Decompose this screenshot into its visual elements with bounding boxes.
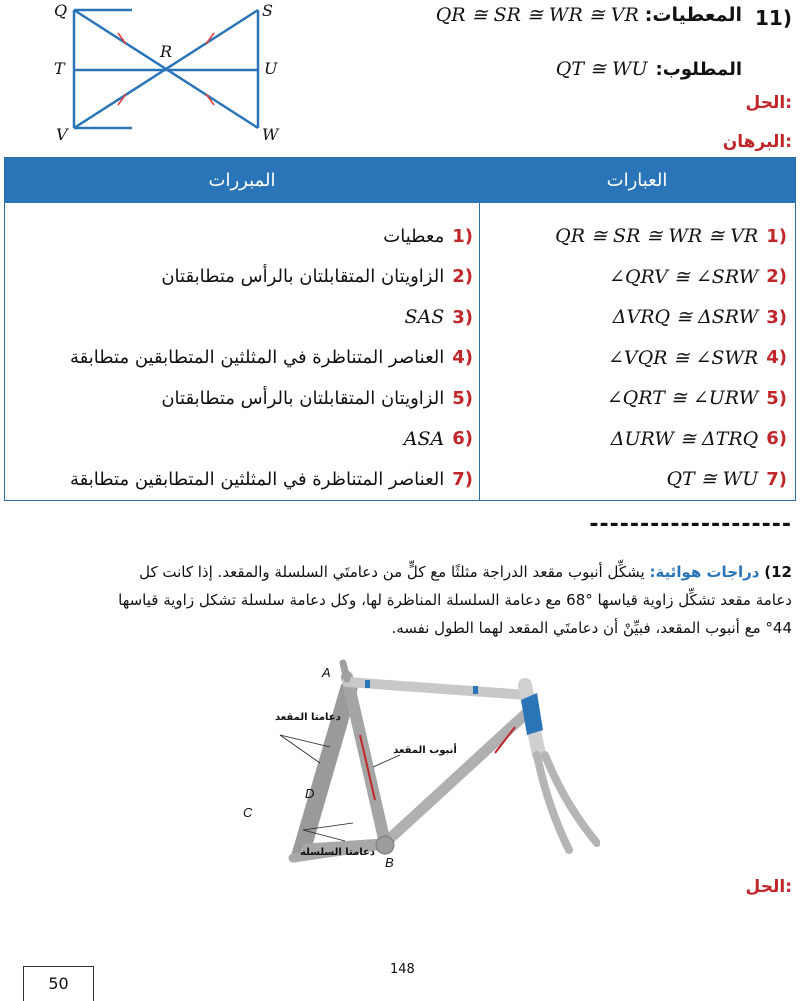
given-row xyxy=(436,4,742,26)
label-S: S xyxy=(262,1,273,20)
frame-label-C: C xyxy=(243,805,253,820)
statement-text: QT ≅ WU xyxy=(666,468,759,491)
page-number: 148 xyxy=(390,962,415,977)
label-V: V xyxy=(56,125,68,144)
reason-number: 2) xyxy=(452,266,473,288)
seat-stays-label: دعامتا المقعد xyxy=(275,712,341,723)
problem-12-line1-text: يشكِّل أنبوب مقعد الدراجة مثلثًا مع كلٍّ من دعامتَي السلسلة والمقعد. إذا كانت كل xyxy=(139,563,645,581)
required-math: QT ≅ WU xyxy=(555,58,648,80)
bowtie-figure xyxy=(40,0,300,150)
frame-label-B: B xyxy=(385,855,394,870)
label-R: R xyxy=(160,42,173,61)
reason-text: معطيات xyxy=(383,225,445,247)
statements-column xyxy=(481,216,787,500)
label-W: W xyxy=(262,125,279,144)
solution-label-11: الحل: xyxy=(745,93,792,113)
statement-row xyxy=(481,216,787,257)
problem-11-number: 11) xyxy=(755,6,792,30)
statement-row xyxy=(481,459,787,500)
statement-text: QR ≅ SR ≅ WR ≅ VR xyxy=(555,225,759,248)
reason-row xyxy=(5,378,473,419)
statement-text: ΔURW ≅ ΔTRQ xyxy=(610,427,759,450)
reason-text: العناصر المتناظرة في المثلثين المتطابقين متطابقة xyxy=(70,347,445,369)
statement-row xyxy=(481,378,787,419)
seat-tube-label: أنبوب المقعد xyxy=(393,745,457,756)
proof-label: البرهان: xyxy=(722,132,792,152)
statement-row xyxy=(481,257,787,298)
proof-table xyxy=(4,157,796,501)
statement-number: 5) xyxy=(766,387,787,409)
reason-text: الزاويتان المتقابلتان بالرأس متطابقتان xyxy=(161,266,445,288)
reason-number: 6) xyxy=(452,428,473,450)
label-U: U xyxy=(264,59,278,78)
required-row xyxy=(556,58,742,80)
reason-text: ASA xyxy=(403,427,445,450)
reason-number: 4) xyxy=(452,347,473,369)
problem-12-topic: دراجات هوائية: xyxy=(649,563,760,581)
label-Q: Q xyxy=(54,1,68,20)
dashed-separator: -------------------- xyxy=(589,512,792,537)
reason-row xyxy=(5,419,473,460)
box-number: 50 xyxy=(23,966,94,1001)
statement-number: 6) xyxy=(766,428,787,450)
statement-number: 3) xyxy=(766,306,787,328)
reason-row xyxy=(5,257,473,298)
statement-number: 2) xyxy=(766,266,787,288)
problem-12-line-3: °44 مع أنبوب المقعد، فبيِّنْ أن دعامتَي المقعد لهما الطول نفسه. xyxy=(391,619,792,637)
frame-label-D: D xyxy=(305,786,315,801)
reason-text: SAS xyxy=(404,306,445,329)
problem-12-number: 12) xyxy=(764,563,792,581)
reason-row xyxy=(5,338,473,379)
statement-text: ΔVRQ ≅ ΔSRW xyxy=(612,306,759,329)
statement-row xyxy=(481,297,787,338)
statement-text: ∠VQR ≅ ∠SWR xyxy=(607,346,759,369)
header-reasons: المبررات xyxy=(208,170,276,191)
reason-number: 7) xyxy=(452,468,473,490)
frame-label-A: A xyxy=(322,665,331,680)
reason-number: 3) xyxy=(452,306,473,328)
reason-row xyxy=(5,216,473,257)
problem-12-line-1 xyxy=(2,558,792,586)
statement-text: ∠QRT ≅ ∠URW xyxy=(606,387,759,410)
header-statements: العبارات xyxy=(606,170,668,191)
bicycle-frame-figure xyxy=(225,655,600,870)
chain-stays-label: دعامتا السلسلة xyxy=(300,847,375,858)
reason-text: الزاويتان المتقابلتان بالرأس متطابقتان xyxy=(161,387,445,409)
reasons-column xyxy=(5,216,473,500)
reason-row xyxy=(5,297,473,338)
solution-label-12: الحل: xyxy=(745,877,792,897)
problem-12-line-2: دعامة مقعد تشكِّل زاوية قياسها °68 مع دعامة السلسلة المناظرة لها، وكل دعامة سلسلة تشكل زاوية قياسها xyxy=(118,591,792,609)
statement-number: 4) xyxy=(766,347,787,369)
statement-row xyxy=(481,419,787,460)
statement-number: 1) xyxy=(766,225,787,247)
given-math: QR ≅ SR ≅ WR ≅ VR xyxy=(435,4,639,26)
statement-text: ∠QRV ≅ ∠SRW xyxy=(609,265,759,288)
statement-row xyxy=(481,338,787,379)
required-label: المطلوب: xyxy=(655,58,742,80)
problem-12-text xyxy=(2,558,792,642)
reason-text: العناصر المتناظرة في المثلثين المتطابقين متطابقة xyxy=(70,468,445,490)
given-label: المعطيات: xyxy=(644,4,742,26)
reason-number: 1) xyxy=(452,225,473,247)
column-divider xyxy=(479,203,480,500)
statement-number: 7) xyxy=(766,468,787,490)
label-T: T xyxy=(54,59,65,78)
reason-number: 5) xyxy=(452,387,473,409)
proof-table-header xyxy=(5,158,795,203)
reason-row xyxy=(5,459,473,500)
